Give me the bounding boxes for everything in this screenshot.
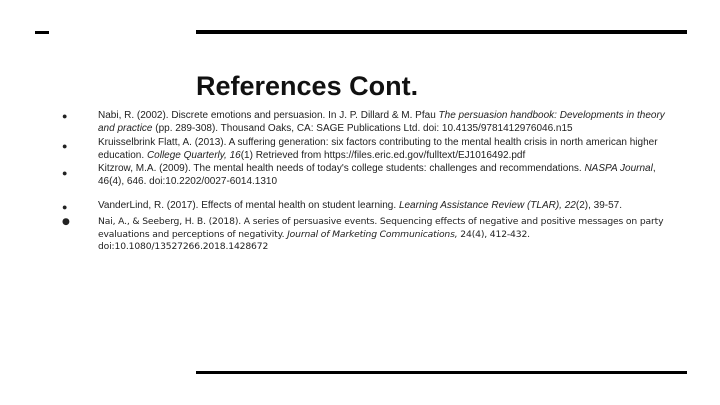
bottom-rule [196, 371, 687, 374]
reference-item-vanderlind [62, 200, 680, 213]
bullet-icon: ● [62, 202, 68, 212]
reference-source-title: College Quarterly, 16 [146, 149, 241, 161]
reference-text: Kruisselbrink Flatt, A. (2013). A suffering generation: six factors contributing to the mental health crisis in north american higher education. [98, 137, 658, 161]
reference-item-kitzrow [62, 163, 680, 188]
reference-source-title: Learning Assistance Review (TLAR), 22 [398, 200, 576, 211]
reference-source-title: Journal of Marketing Communications, [287, 228, 458, 240]
reference-item-kruisselbrink [62, 137, 680, 162]
reference-text: Nabi, R. (2002). Discrete emotions and persuasion. In J. P. Dillard & M. Pfau [98, 110, 439, 121]
reference-details: , 46(4), 646. doi:10.2202/0027-6014.1310 [98, 163, 656, 187]
page-title: References Cont. [196, 71, 419, 102]
bullet-icon: ● [62, 141, 68, 151]
bullet-icon: ● [62, 111, 68, 121]
reference-details: (2), 39-57. [575, 200, 623, 211]
reference-source-title: The persuasion handbook: Developments in theory and practice [98, 110, 665, 134]
reference-text: Kitzrow, M.A. (2009). The mental health needs of today's college students: challenges and recommendations. [98, 163, 585, 174]
reference-details: 24(4), 412-432. doi:10.1080/13527266.2018.1428672 [98, 228, 530, 252]
reference-details: (1) Retrieved from https://files.eric.ed.gov/fulltext/EJ1016492.pdf [240, 149, 526, 161]
reference-item-nabi [62, 110, 680, 135]
reference-text: Nai, A., & Seeberg, H. B. (2018). A series of persuasive events. Sequencing effects of negative and positive messages on party evaluations and perceptions of negativity. [98, 216, 664, 240]
reference-item-nai [62, 216, 680, 254]
reference-source-title: NASPA Journal [584, 163, 653, 174]
reference-text: VanderLind, R. (2017). Effects of mental health on student learning. [98, 200, 399, 211]
bullet-icon: ● [62, 217, 70, 227]
bullet-icon: ● [62, 168, 68, 178]
reference-details: (pp. 289-308). Thousand Oaks, CA: SAGE Publications Ltd. doi: 10.4135/9781412976046.n15 [152, 122, 573, 134]
